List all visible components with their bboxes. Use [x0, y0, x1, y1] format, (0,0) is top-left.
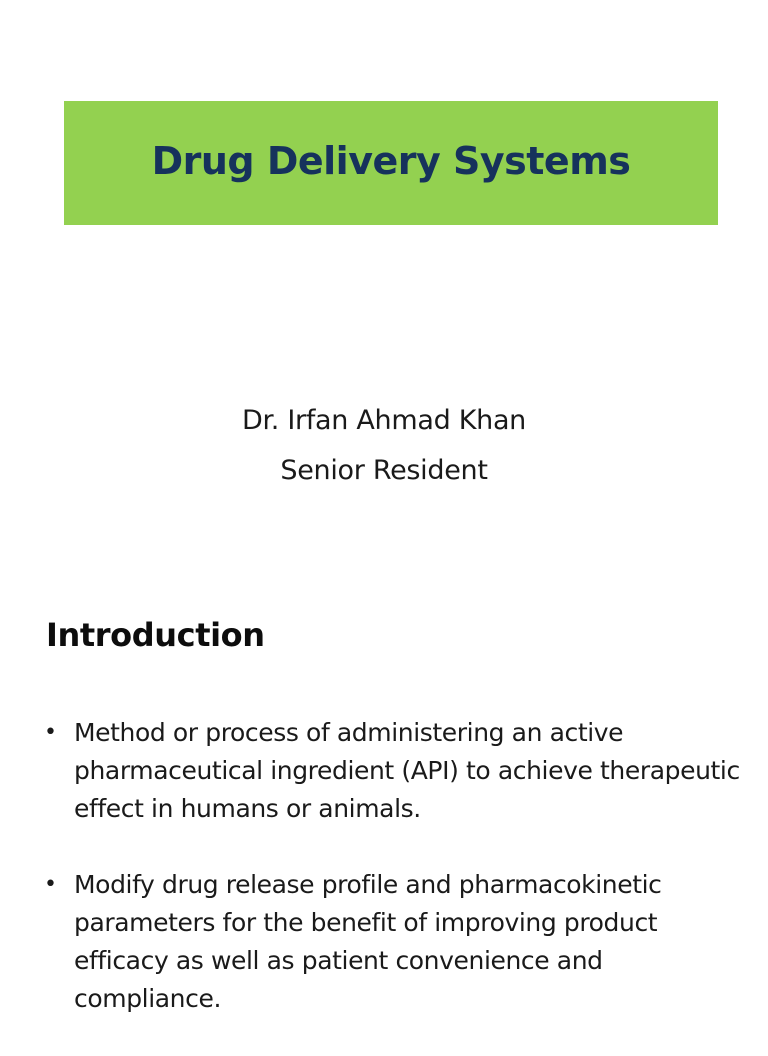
author-block [0, 396, 768, 496]
bullet-list [42, 714, 742, 1056]
bullet-text: Modify drug release profile and pharmacokinetic parameters for the benefit of improving product efficacy as well as patient convenience and compliance. [74, 870, 662, 1013]
bullet-text: Method or process of administering an active pharmaceutical ingredient (API) to achieve therapeutic effect in humans or animals. [74, 718, 740, 823]
bullet-dot: • [44, 872, 57, 897]
intro-slide [0, 600, 768, 1024]
title-banner [64, 101, 718, 225]
bullet-item [42, 714, 742, 828]
bullet-item [42, 866, 742, 1018]
slide-title: Drug Delivery Systems [151, 139, 631, 183]
author-name: Dr. Irfan Ahmad Khan [241, 405, 526, 436]
author-role: Senior Resident [280, 455, 488, 486]
bullet-dot: • [44, 720, 57, 745]
intro-heading: Introduction [46, 616, 265, 654]
